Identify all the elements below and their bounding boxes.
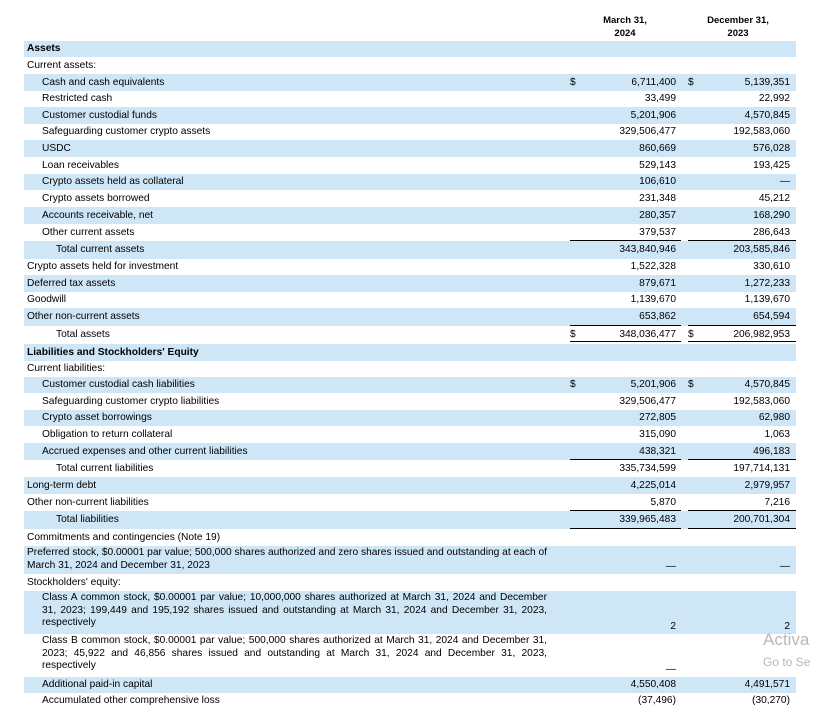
value-march: 4,550,408: [630, 679, 676, 690]
value-march: 5,870: [650, 497, 676, 508]
table-row: [24, 157, 796, 174]
row-label: Other current assets: [42, 227, 135, 238]
value-december: (30,270): [752, 695, 790, 706]
value-december: 206,982,953: [733, 329, 790, 340]
row-label: Total current assets: [56, 244, 145, 255]
value-march: 438,321: [639, 446, 676, 457]
value-march: 106,610: [639, 176, 676, 187]
dash-value-march: —: [665, 664, 676, 675]
table-row: [24, 426, 796, 443]
row-label: Long-term debt: [27, 480, 97, 491]
row-label: Crypto assets held as collateral: [42, 176, 184, 187]
table-row: [24, 393, 796, 410]
value-december: 45,212: [758, 193, 790, 204]
table-row: [24, 124, 796, 140]
table-row: [24, 259, 796, 275]
value-march: 860,669: [639, 143, 676, 154]
table-row: [24, 41, 796, 57]
row-label: Total current liabilities: [56, 463, 154, 474]
value-march: 653,862: [639, 311, 676, 322]
table-row: [24, 574, 796, 591]
row-label: USDC: [42, 143, 71, 154]
value-march: 335,734,599: [619, 463, 676, 474]
row-label: Crypto assets held for investment: [27, 261, 179, 272]
row-label: Obligation to return collateral: [42, 429, 173, 440]
row-label: Total liabilities: [56, 514, 119, 525]
row-label: Accounts receivable, net: [42, 210, 153, 221]
value-march: 280,357: [639, 210, 676, 221]
column-header-march: [600, 14, 650, 40]
value-december: 496,183: [753, 446, 790, 457]
row-label: Additional paid-in capital: [42, 679, 153, 690]
value-december: 654,594: [753, 311, 790, 322]
value-march: 231,348: [639, 193, 676, 204]
value-march: 879,671: [639, 278, 676, 289]
table-row: [24, 377, 796, 393]
value-december: 1,139,670: [744, 294, 790, 305]
value-march: 272,805: [639, 412, 676, 423]
value-december: 7,216: [764, 497, 790, 508]
value-march: 5,201,906: [630, 110, 676, 121]
column-header-march-line1: March 31,: [603, 15, 647, 26]
value-march: (37,496): [638, 695, 676, 706]
table-row: [24, 107, 796, 124]
column-header-december-line1: December 31,: [707, 15, 769, 26]
row-label: Customer custodial cash liabilities: [42, 379, 195, 390]
table-row: [24, 174, 796, 190]
value-march: 339,965,483: [619, 514, 676, 525]
value-december: 62,980: [758, 412, 790, 423]
value-december: 2: [784, 621, 790, 632]
currency-symbol: $: [688, 77, 694, 88]
value-march: 1,522,328: [630, 261, 676, 272]
value-december: 2,979,957: [744, 480, 790, 491]
value-march: 33,499: [644, 93, 676, 104]
value-december: 1,272,233: [744, 278, 790, 289]
row-label: Goodwill: [27, 294, 67, 305]
row-label: Other non-current assets: [27, 311, 140, 322]
table-row: [24, 190, 796, 207]
table-row: [24, 460, 796, 477]
row-label: Class A common stock, $0.00001 par value; 10,000,000 shares authorized at March 31, 2024 and December 31, 2023; 199,449 and 195,192 shares issued and outstanding at March 31, 2024 and December 31, 2023, respectively: [42, 592, 547, 628]
value-march: 329,506,477: [619, 396, 676, 407]
table-row: [24, 591, 796, 634]
table-row: [24, 494, 796, 511]
table-row: [24, 546, 796, 574]
table-row: [24, 410, 796, 426]
table-row: [24, 140, 796, 157]
table-row: [24, 326, 796, 344]
row-label: Liabilities and Stockholders' Equity: [27, 347, 199, 358]
row-label: Safeguarding customer crypto liabilities: [42, 396, 220, 407]
value-december: 4,570,845: [744, 379, 790, 390]
row-label: Cash and cash equivalents: [42, 77, 165, 88]
row-label: Other non-current liabilities: [27, 497, 149, 508]
table-row: [24, 511, 796, 529]
value-december: 203,585,846: [733, 244, 790, 255]
row-label: Deferred tax assets: [27, 278, 116, 289]
value-december: 330,610: [753, 261, 790, 272]
table-row: [24, 292, 796, 308]
row-label: Accumulated other comprehensive loss: [42, 695, 220, 706]
table-row: [24, 634, 796, 677]
row-label: Accrued expenses and other current liabilities: [42, 446, 248, 457]
watermark-line2: Go to Se: [763, 655, 811, 669]
value-december: 192,583,060: [733, 396, 790, 407]
column-header-december: [698, 14, 778, 40]
value-march: 5,201,906: [630, 379, 676, 390]
value-december: 5,139,351: [744, 77, 790, 88]
table-row: [24, 308, 796, 326]
table-row: [24, 344, 796, 361]
value-december: 22,992: [758, 93, 790, 104]
table-row: [24, 57, 796, 74]
table-row: [24, 275, 796, 292]
row-label: Safeguarding customer crypto assets: [42, 126, 211, 137]
row-label: Total assets: [56, 329, 110, 340]
currency-symbol: $: [688, 329, 694, 340]
value-march: 2: [670, 621, 676, 632]
value-december: 1,063: [764, 429, 790, 440]
currency-symbol: $: [570, 77, 576, 88]
value-march: 343,840,946: [619, 244, 676, 255]
table-row: [24, 74, 796, 91]
row-label: Restricted cash: [42, 93, 113, 104]
value-december: 192,583,060: [733, 126, 790, 137]
row-label: Stockholders' equity:: [27, 577, 121, 588]
row-label: Current liabilities:: [27, 363, 106, 374]
value-march: 6,711,400: [631, 77, 676, 88]
dash-value-december: —: [779, 561, 790, 572]
row-label: Customer custodial funds: [42, 110, 157, 121]
row-label: Assets: [27, 43, 61, 54]
value-december: 4,491,571: [744, 679, 790, 690]
dash-value-december: —: [779, 176, 790, 187]
currency-symbol: $: [570, 329, 576, 340]
value-march: 4,225,014: [630, 480, 676, 491]
value-december: 576,028: [753, 143, 790, 154]
currency-symbol: $: [688, 379, 694, 390]
table-row: [24, 361, 796, 377]
value-december: 286,643: [753, 227, 790, 238]
value-march: 315,090: [639, 429, 676, 440]
table-row: [24, 207, 796, 224]
value-december: 4,570,845: [744, 110, 790, 121]
table-row: [24, 224, 796, 241]
table-row: [24, 477, 796, 494]
currency-symbol: $: [570, 379, 576, 390]
column-header-march-line2: 2024: [614, 28, 636, 39]
row-label: Loan receivables: [42, 160, 120, 171]
value-march: 529,143: [639, 160, 676, 171]
value-march: 379,537: [639, 227, 676, 238]
row-label: Commitments and contingencies (Note 19): [27, 532, 221, 543]
value-december: 193,425: [753, 160, 790, 171]
value-december: 168,290: [753, 210, 790, 221]
row-label: Preferred stock, $0.00001 par value; 500,000 shares authorized and zero shares issued and outstanding at each of March 31, 2024 and December 31, 2023: [27, 547, 547, 571]
value-march: 1,139,670: [630, 294, 676, 305]
value-december: 200,701,304: [733, 514, 790, 525]
row-label: Class B common stock, $0.00001 par value; 500,000 shares authorized at March 31, 2024 and December 31, 2023; 45,922 and 46,856 shares issued and outstanding at March 31, 2024 and December 31, 2023, respectively: [42, 635, 547, 671]
value-march: 329,506,477: [619, 126, 676, 137]
value-march: 348,036,477: [619, 329, 676, 340]
table-row: [24, 529, 796, 546]
column-header-december-line2: 2023: [727, 28, 749, 39]
table-row: [24, 241, 796, 259]
row-label: Current assets:: [27, 60, 97, 71]
table-row: [24, 91, 796, 107]
table-row: [24, 443, 796, 460]
watermark-line1: Activa: [763, 630, 810, 649]
row-label: Crypto assets borrowed: [42, 193, 150, 204]
table-row: [24, 677, 796, 693]
row-label: Crypto asset borrowings: [42, 412, 152, 423]
dash-value-march: —: [665, 561, 676, 572]
value-december: 197,714,131: [733, 463, 790, 474]
